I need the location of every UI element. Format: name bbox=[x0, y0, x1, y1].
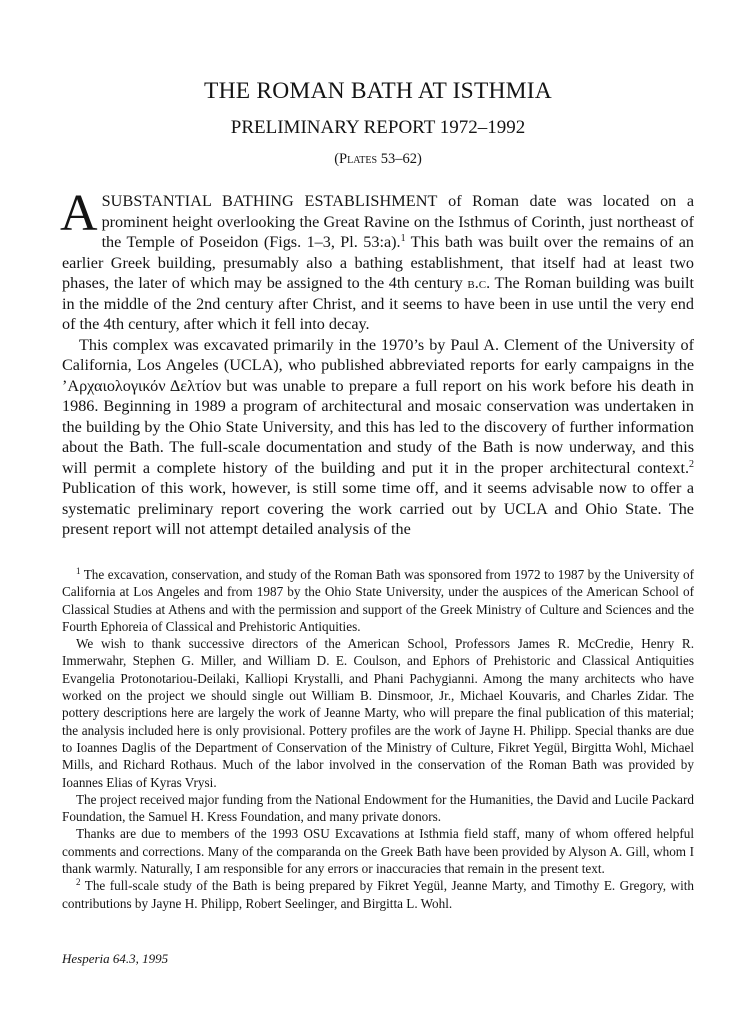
paragraph-2 bbox=[62, 335, 694, 540]
lead-caps: SUBSTANTIAL BATHING ESTABLISHMENT bbox=[101, 192, 438, 210]
footnote-2-text: The full-scale study of the Bath is being prepared by Fikret Yegül, Jeanne Marty, and Timothy E. Gregory, with contributions by Jayne H. Philipp, Robert Seelinger, and Birgitta L. Wohl. bbox=[62, 878, 694, 911]
footnote-1-text: The excavation, conservation, and study of the Roman Bath was sponsored from 1972 to 1987 by the University of California at Los Angeles and from 1987 by the Ohio State University, under the auspices of the American School of Classical Studies at Athens and with the permission and support of the Greek Ministry of Culture and Sciences and the Fourth Ephoreia of Classical and Prehistoric Antiquities. bbox=[62, 567, 694, 634]
paragraph-1 bbox=[60, 185, 695, 335]
paragraph-1-text-b: This bath was built over the remains of an earlier Greek building, presumably also a bathing establishment, that itself had at least two phases, the later of which may be assigned to the 4th century bbox=[62, 233, 694, 292]
article-subtitle: PRELIMINARY REPORT 1972–1992 bbox=[230, 117, 526, 138]
footnote-2 bbox=[62, 877, 694, 912]
article-title: THE ROMAN BATH AT ISTHMIA bbox=[204, 78, 552, 104]
paragraph-2-text-b: Publication of this work, however, is still some time off, and it seems advisable now to offer a systematic preliminary report covering the work carried out by UCLA and Ohio State. The present report will not attempt detailed analysis of the bbox=[62, 479, 694, 538]
era-bc: b.c. bbox=[467, 274, 491, 292]
paragraph-2-text-a: This complex was excavated primarily in the 1970’s by Paul A. Clement of the University of California, Los Angeles (UCLA), who published abbreviated reports for early campaigns in the ’Αρχαιολογικόν Δελτίον but was unable to prepare a full report on his work before his death in 1986. Beginning in 1989 a program of architectural and mosaic conservation was undertaken in the building by the Ohio State University, and this has led to the discovery of further information about the Bath. The full-scale documentation and study of the Bath is now underway, and this will permit a complete history of the building and put it in the proper architectural context. bbox=[62, 335, 694, 477]
footnote-ref-1[interactable]: 1 bbox=[400, 233, 406, 244]
drop-cap: A bbox=[60, 185, 98, 242]
paragraph-1-text-c: The Roman building was built in the middle of the 2nd century after Christ, and it seems to have been in use until the very end of the 4th century, after which it fell into decay. bbox=[62, 274, 695, 333]
footnote-ref-2[interactable]: 2 bbox=[689, 458, 694, 470]
footnote-1-thanks: Thanks are due to members of the 1993 OSU Excavations at Isthmia field staff, many of whom offered helpful comments and corrections. Many of the comparanda on the Greek Bath have been provided by Alyson A. Gill, whom I thank warmly. Naturally, I am responsible for any errors or inaccuracies that remain in the present text. bbox=[62, 826, 694, 877]
plates-reference: (Plates 53–62) bbox=[334, 151, 422, 167]
body-text bbox=[60, 185, 695, 540]
footnote-1-mark: 1 bbox=[76, 566, 81, 576]
journal-reference: Hesperia 64.3, 1995 bbox=[62, 951, 169, 966]
footnote-1 bbox=[62, 566, 694, 635]
paragraph-1-text-a: of Roman date was located on a prominent height overlooking the Great Ravine on the Isthmus of Corinth, just northeast of the Temple of Poseidon (Figs. 1–3, Pl. 53:a). bbox=[101, 192, 695, 251]
footnote-2-mark: 2 bbox=[76, 877, 81, 888]
footnotes bbox=[62, 566, 694, 912]
footnote-1-acknowledgments: We wish to thank successive directors of the American School, Professors James R. McCredie, Henry R. Immerwahr, Stephen G. Miller, and William D. E. Coulson, and Ephors of Prehistoric and Classical Antiquities Evangelia Protonotariou-Deilaki, Kalliopi Krystalli, and Phani Pachygianni. Among the many architects who have worked on the project we should single out William B. Dinsmoor, Jr., Michael Kouvaris, and Charles Zidar. The pottery descriptions here are largely the work of Jeanne Marty, who will prepare the final publication of this material; the analysis included here is only provisional. Pottery profiles are the work of Jayne H. Philipp. Special thanks are due to Ioannes Daglis of the Department of Conservation of the Ministry of Culture, Fikret Yegül, Birgitta Wohl, Michael Mills, and Richard Rothaus. Much of the labor involved in the conservation of the Roman Bath was provided by Ioannes Elias of Kyras Vrysi. bbox=[62, 636, 694, 790]
footnote-1-funding: The project received major funding from the National Endowment for the Humanities, the David and Lucile Packard Foundation, the Samuel H. Kress Foundation, and many private donors. bbox=[62, 791, 694, 825]
